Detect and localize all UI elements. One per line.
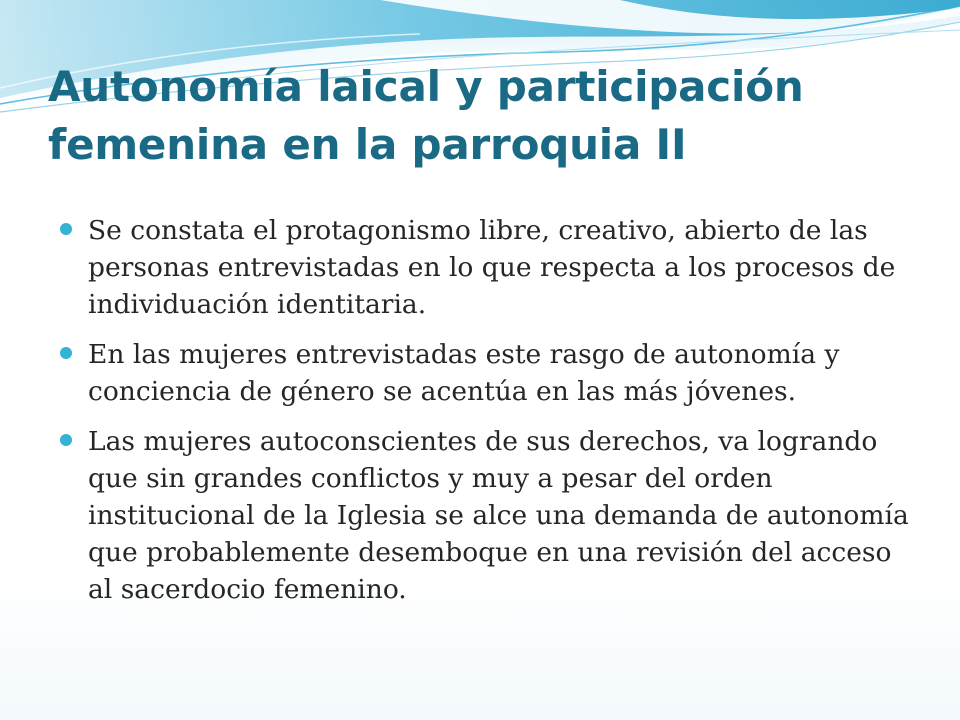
slide-title: Autonomía laical y participación femenina en la parroquia II [48,62,804,169]
bullet-dot-icon [60,223,72,235]
list-item [60,336,910,410]
bullet-text: Las mujeres autoconscientes de sus derechos, va logrando que sin grandes conflictos y muy a pesar del orden institucional de la Iglesia se alce una demanda de autonomía que probablemente desemboque en una revisión del acceso al sacerdocio femenino. [88,426,909,605]
bullet-text: Se constata el protagonismo libre, creativo, abierto de las personas entrevistadas en lo que respecta a los procesos de individuación identitaria. [88,215,896,320]
bullet-dot-icon [60,434,72,446]
bullet-list [60,212,910,621]
bullet-dot-icon [60,347,72,359]
list-item [60,423,910,608]
bullet-text: En las mujeres entrevistadas este rasgo de autonomía y conciencia de género se acentúa en las más jóvenes. [88,339,840,407]
list-item [60,212,910,323]
